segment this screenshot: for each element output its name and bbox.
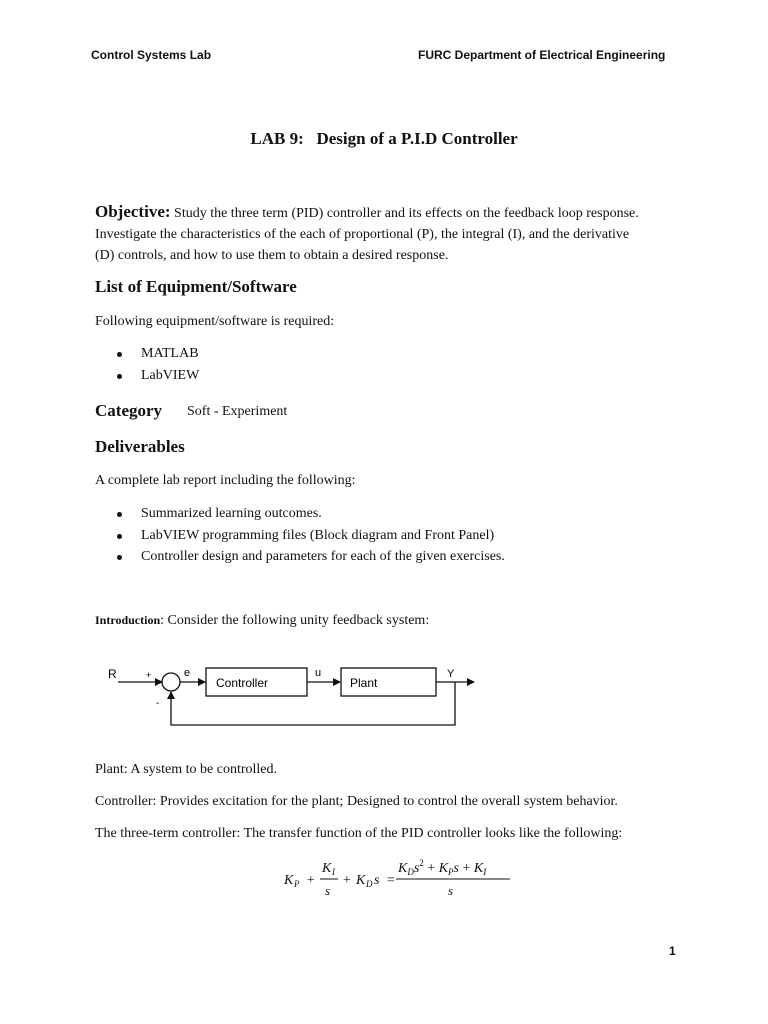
list-item: MATLAB [95,343,199,365]
list-item: Controller design and parameters for each of the given exercises. [95,546,505,568]
output-label: Y [447,668,455,680]
plant-label: Plant [350,676,378,690]
kd-subscript: D [366,879,373,889]
plus-2: + [342,873,352,888]
ki-symbol: K [322,861,332,876]
feedback-path [171,682,455,725]
error-label: e [184,667,191,679]
kp-subscript: P [294,879,300,889]
rhs-denominator: s [448,883,454,898]
objective-paragraph [95,201,695,266]
plus-1: + [306,873,316,888]
header-right: FURC Department of Electrical Engineering [418,48,666,62]
equipment-list [95,343,199,386]
list-item: Summarized learning outcomes. [95,503,505,525]
introduction-label: Introduction [95,613,161,627]
ki-denominator: s [325,883,331,898]
page-number: 1 [669,944,676,958]
objective-line-3: (D) controls, and how to use them to obtain a desired response. [95,248,449,263]
controller-definition: Controller: Provides excitation for the plant; Designed to control the overall system behavior. [95,794,618,809]
rhs-numerator: $K_Ds^2 + K_Ps + K_I$ [398,858,487,877]
control-signal-label: u [315,667,322,679]
objective-line-1: Study the three term (PID) controller and its effects on the feedback loop response. [170,206,639,221]
objective-label: Objective: [95,202,171,221]
input-label: R [108,667,117,681]
equipment-intro: Following equipment/software is required: [95,314,335,329]
deliverables-intro: A complete lab report including the following: [95,473,356,488]
feedback-block-diagram [100,660,500,735]
plant-definition: Plant: A system to be controlled. [95,762,277,777]
deliverables-heading: Deliverables [95,437,185,456]
controller-label: Controller [216,676,269,690]
introduction-text: : Consider the following unity feedback system: [160,613,430,628]
plus-sign: + [146,670,152,680]
equals-sign: = [386,873,396,888]
deliverables-list [95,503,505,568]
list-item: LabVIEW [95,365,199,387]
equipment-heading: List of Equipment/Software [95,277,297,296]
three-term-definition: The three-term controller: The transfer function of the PID controller looks like the following: [95,826,623,841]
list-item: LabVIEW programming files (Block diagram and Front Panel) [95,525,505,547]
category-value: Soft - Experiment [187,404,288,419]
kp-symbol: K [284,873,294,888]
objective-line-2: Investigate the characteristics of the each of proportional (P), the integral (I), and the derivative [95,227,630,242]
header-left: Control Systems Lab [91,48,212,62]
kd-symbol: K [356,873,366,888]
s-symbol: s [374,873,380,888]
summing-junction [162,673,180,691]
page-title: LAB 9: Design of a P.I.D Controller [250,129,518,148]
minus-sign: - [156,698,160,709]
category-label: Category [95,401,163,420]
pid-transfer-function [280,852,520,902]
introduction-line [95,610,429,631]
ki-subscript: I [332,867,335,877]
